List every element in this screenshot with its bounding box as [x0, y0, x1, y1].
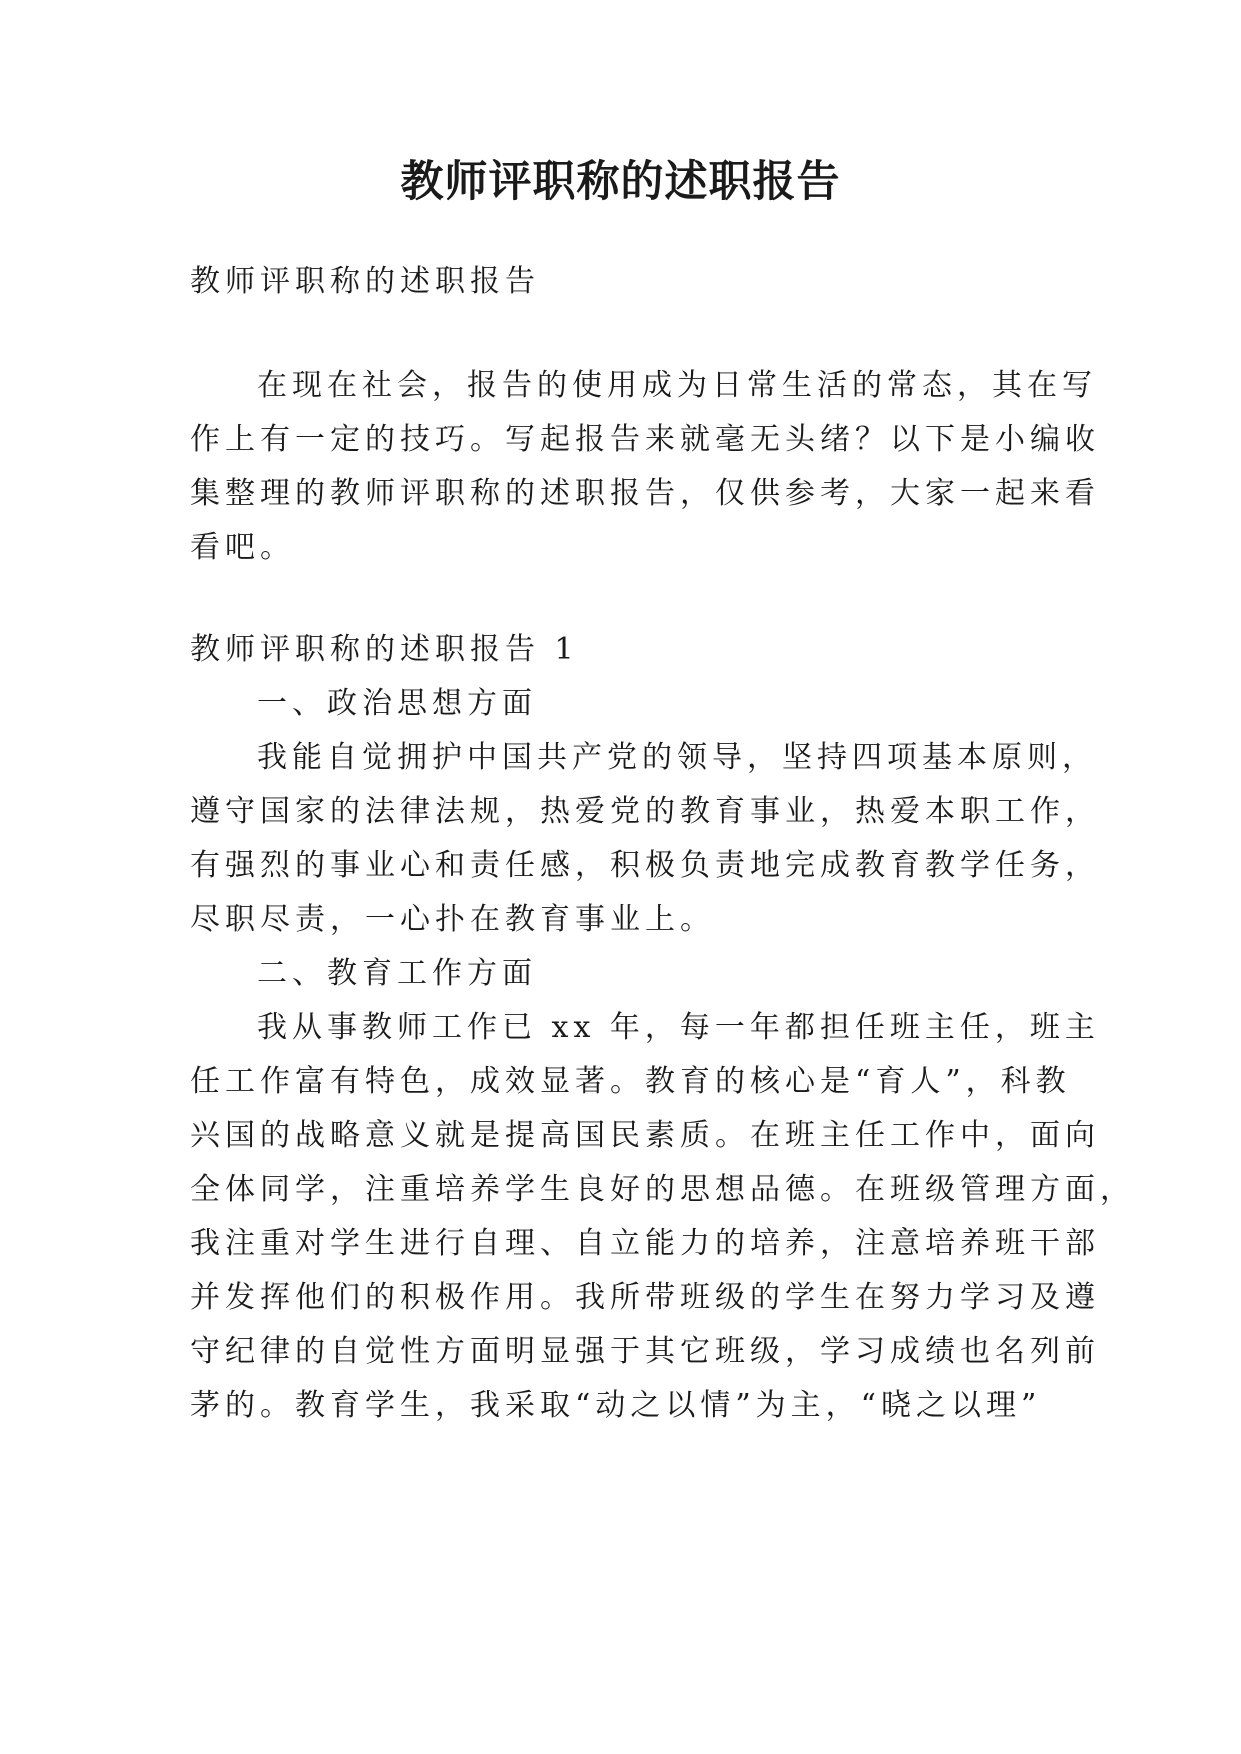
part2-line: 全体同学，注重培养学生良好的思想品德。在班级管理方面， [190, 1172, 1135, 1207]
part2-line: 守纪律的自觉性方面明显强于其它班级，学习成绩也名列前 [190, 1334, 1100, 1369]
intro-line: 看吧。 [190, 530, 295, 565]
part2-line: 我注重对学生进行自理、自立能力的培养，注意培养班干部 [190, 1226, 1100, 1261]
part2-line: 我从事教师工作已 xx 年，每一年都担任班主任，班主 [257, 1010, 1100, 1045]
part1-line: 遵守国家的法律法规，热爱党的教育事业，热爱本职工作， [190, 794, 1100, 829]
document-title: 教师评职称的述职报告 [400, 157, 841, 207]
part2-line: 并发挥他们的积极作用。我所带班级的学生在努力学习及遵 [190, 1280, 1100, 1315]
document-subtitle: 教师评职称的述职报告 [190, 264, 540, 299]
part2-line: 任工作富有特色，成效显著。教育的核心是“育人”，科教 [190, 1064, 1071, 1099]
intro-line: 作上有一定的技巧。写起报告来就毫无头绪？以下是小编收 [190, 422, 1100, 457]
part2-line: 茅的。教育学生，我采取“动之以情”为主，“晓之以理” [190, 1388, 1042, 1423]
part1-line: 我能自觉拥护中国共产党的领导，坚持四项基本原则， [257, 740, 1097, 775]
intro-line: 在现在社会，报告的使用成为日常生活的常态，其在写 [257, 368, 1097, 403]
section-heading: 教师评职称的述职报告 1 [190, 632, 579, 667]
part1-line: 尽职尽责，一心扑在教育事业上。 [190, 902, 715, 937]
part2-heading: 二、教育工作方面 [257, 956, 537, 991]
part1-line: 有强烈的事业心和责任感，积极负责地完成教育教学任务， [190, 848, 1100, 883]
part2-line: 兴国的战略意义就是提高国民素质。在班主任工作中，面向 [190, 1118, 1100, 1153]
intro-line: 集整理的教师评职称的述职报告，仅供参考，大家一起来看 [190, 476, 1100, 511]
part1-heading: 一、政治思想方面 [257, 686, 537, 721]
